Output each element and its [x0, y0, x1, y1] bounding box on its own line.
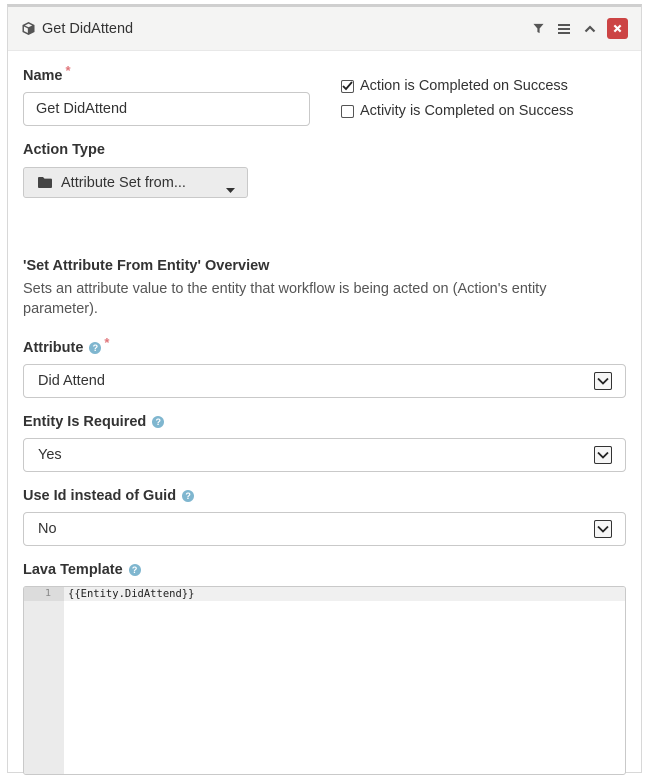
activity-completed-checkbox[interactable]: Activity is Completed on Success	[341, 103, 574, 119]
help-icon[interactable]: ?	[129, 564, 141, 576]
name-input[interactable]	[23, 92, 310, 126]
entity-required-label: Entity Is Required ?	[23, 414, 164, 430]
lava-template-label: Lava Template ?	[23, 562, 141, 578]
entity-required-select[interactable]: Yes	[23, 438, 626, 472]
editor-gutter	[24, 587, 64, 774]
use-id-label: Use Id instead of Guid ?	[23, 488, 194, 504]
panel-header[interactable]	[8, 7, 641, 51]
attribute-label: Attribute ? *	[23, 335, 110, 356]
checkbox-unchecked[interactable]	[341, 105, 354, 118]
action-type-label: Action Type	[23, 142, 105, 158]
required-marker: *	[65, 63, 71, 78]
overview-description: Sets an attribute value to the entity that workflow is being acted on (Action's entity parameter).	[23, 281, 547, 317]
help-icon[interactable]: ?	[89, 342, 101, 354]
panel-title: Get DidAttend	[42, 20, 134, 37]
help-icon[interactable]: ?	[182, 490, 194, 502]
reorder-icon[interactable]	[551, 17, 577, 41]
overview-title: 'Set Attribute From Entity' Overview	[23, 258, 270, 274]
close-icon	[613, 24, 622, 33]
use-id-select[interactable]: No	[23, 512, 626, 546]
filter-icon[interactable]	[525, 17, 551, 41]
delete-button[interactable]	[607, 18, 628, 39]
code-line[interactable]: {{Entity.DidAttend}}	[68, 588, 195, 600]
attribute-select[interactable]: Did Attend	[23, 364, 626, 398]
action-panel	[7, 4, 642, 773]
name-label: Name *	[23, 63, 71, 84]
checkbox-checked[interactable]	[341, 80, 354, 93]
cube-icon	[22, 22, 36, 36]
folder-icon	[38, 177, 52, 188]
action-completed-checkbox[interactable]: Action is Completed on Success	[341, 78, 568, 94]
required-marker: *	[104, 335, 110, 350]
chevron-down-icon[interactable]	[594, 372, 612, 390]
collapse-chevron-icon[interactable]	[577, 17, 603, 41]
chevron-down-icon[interactable]	[594, 446, 612, 464]
help-icon[interactable]: ?	[152, 416, 164, 428]
lava-template-editor[interactable]	[23, 586, 626, 775]
caret-down-icon	[226, 181, 235, 197]
action-type-dropdown[interactable]: Attribute Set from...	[23, 167, 248, 198]
chevron-down-icon[interactable]	[594, 520, 612, 538]
line-number: 1	[44, 588, 51, 599]
